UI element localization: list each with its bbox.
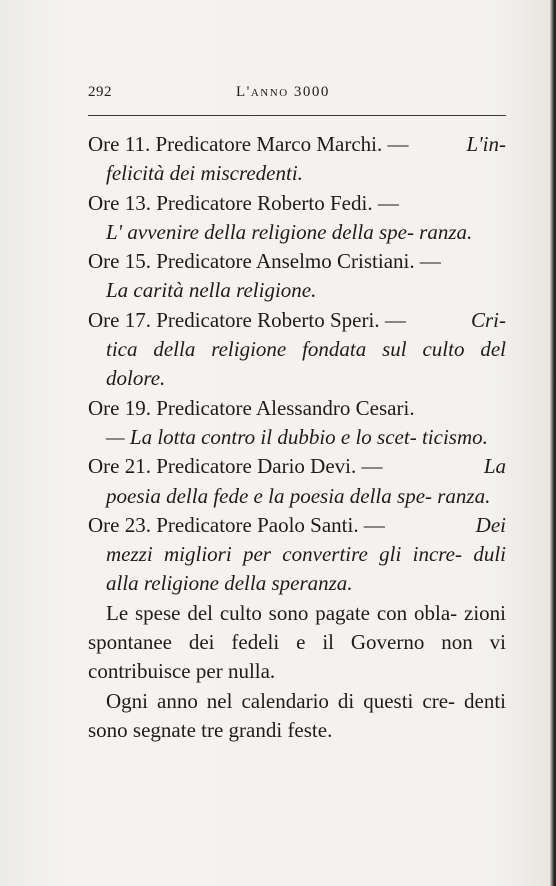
entry-speaker: Ore 21. Predicatore Dario Devi. — (88, 454, 383, 479)
page-body (88, 130, 506, 745)
entry-speaker: Ore 15. Predicatore Anselmo Cristiani. — (88, 249, 441, 274)
entry-title: mezzi migliori per convertire gli incre- duli alla religione della speranza. (106, 542, 506, 596)
entry-title-start: La (483, 454, 506, 479)
entry-title-start: L'in- (466, 132, 506, 156)
entry-title-start: Dei (475, 512, 506, 537)
header-rule (88, 115, 506, 116)
running-title: L'anno 3000 (236, 84, 330, 100)
entry-speaker: Ore 13. Predicatore Roberto Fedi. — (88, 190, 399, 215)
entry-title-start: Cri- (470, 307, 506, 332)
page-edge-shadow (550, 0, 556, 886)
entry-heading-line (88, 306, 506, 335)
schedule-entry (88, 247, 506, 306)
entry-title: tica della religione fondata sul culto del dolore. (106, 337, 506, 391)
schedule-entry (88, 189, 506, 248)
entry-title: L' avvenire della religione della spe- ranza. (106, 219, 473, 244)
entry-title: poesia della fede e la poesia della spe- ranza. (106, 483, 491, 508)
entry-heading-line (88, 511, 506, 540)
entry-heading-line (88, 189, 506, 218)
page-header (88, 84, 504, 106)
schedule-entry (88, 511, 506, 599)
entry-speaker: Ore 11. Predicatore Marco Marchi. — (88, 132, 409, 156)
entry-title: felicità dei miscredenti. (106, 161, 303, 186)
entry-heading-line (88, 394, 506, 423)
schedule-entry (88, 452, 506, 511)
body-paragraph: Ogni anno nel calendario di questi cre- denti sono segnate tre grandi feste. (88, 688, 506, 742)
schedule-entry (88, 130, 506, 189)
schedule-entry (88, 306, 506, 394)
entry-heading-line (88, 452, 506, 481)
body-paragraph: Le spese del culto sono pagate con obla- zioni spontanee dei fedeli e il Governo non vi contribuisce per nulla. (88, 600, 506, 684)
entry-speaker: Ore 19. Predicatore Alessandro Cesari. (88, 395, 415, 420)
entry-heading-line (88, 130, 506, 159)
entry-speaker: Ore 23. Predicatore Paolo Santi. — (88, 512, 385, 537)
schedule-entry (88, 394, 506, 453)
entry-heading-line (88, 247, 506, 276)
entry-speaker: Ore 17. Predicatore Roberto Speri. — (88, 307, 406, 332)
page-number: 292 (88, 84, 112, 100)
entry-title: — La lotta contro il dubbio e lo scet- ticismo. (106, 424, 488, 449)
entry-title: La carità nella religione. (106, 278, 317, 303)
